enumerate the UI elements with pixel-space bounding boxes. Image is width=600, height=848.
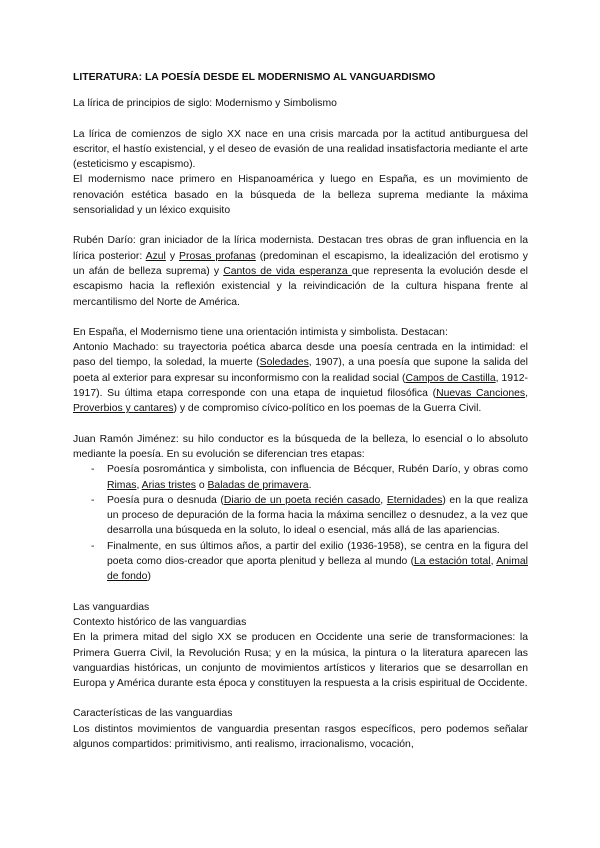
spain-intro: En España, el Modernismo tiene una orientación intimista y simbolista. Destacan: [73, 326, 448, 338]
work-title-link[interactable]: Rimas [107, 479, 137, 491]
jimenez-intro: Juan Ramón Jiménez: su hilo conductor es la búsqueda de la belleza, lo esencial o lo absoluto mediante la poesía. En su evolución se diferencian tres etapas: [73, 433, 528, 460]
list-item: - Poesía pura o desnuda (Diario de un poeta recién casado, Eternidades) en la que realiza un proceso de depuración de la forma hacia la máxima sencillez o desnudez, a la vez que desarrolla una búsqueda en la soluto, lo ideal o esencial, más allá de las apariencias. [91, 494, 529, 537]
work-title-link[interactable]: Diario de un poeta recién casado [223, 494, 381, 506]
list-item: - Finalmente, en sus últimos años, a partir del exilio (1936-1958), se centra en la figura del poeta como dios-creador que aporta plenitud y belleza al mundo (La estación total, Animal de fondo) [91, 540, 528, 583]
machado-paragraph: Antonio Machado: su trayectoria poética abarca desde una poesía centrada en la intimidad: el paso del tiempo, la soledad, la muerte (Soledades, 1907), a una poesía que supone la salida del poeta al exterior para expresar su inconformismo con la realidad social (Campos de Castilla, 1912-1917). Su última etapa corresponde con una etapa de inquietud filosófica (Nuevas Canciones, Proverbios y cantares) y de compromiso cívico-político en los poemas de la Guerra Civil. [73, 342, 528, 415]
section-subtitle: La lírica de principios de siglo: Modernismo y Simbolismo [73, 98, 337, 110]
work-title-link[interactable]: Proverbios y cantares [73, 403, 174, 415]
context-heading: Contexto histórico de las vanguardias [73, 616, 247, 628]
dario-paragraph: Rubén Darío: gran iniciador de la lírica modernista. Destacan tres obras de gran influencia en la lírica posterior: Azul y Prosas profanas (predominan el escapismo, la idealización del erotismo y un afán de belleza suprema) y Cantos de vida esperanza que representa la evolución desde el escapismo hacia la reflexión existencial y la reivindicación de la cultura hispana frente al mercantilismo del Norte de América. [73, 235, 528, 308]
work-title-link[interactable]: Baladas de primavera [207, 479, 309, 491]
jimenez-stages-list [73, 462, 528, 584]
page-title: LITERATURA: LA POESÍA DESDE EL MODERNISMO AL VANGUARDISMO [73, 72, 436, 83]
work-title-link[interactable]: Eternidades [386, 494, 443, 506]
work-title-link[interactable]: La estación total [414, 556, 491, 568]
context-paragraph: En la primera mitad del siglo XX se producen en Occidente una serie de transformaciones: la Primera Guerra Civil, la Revolución Rusa; y en la música, la pintura o la literatura aparecen las vanguardias históricas, un conjunto de movimientos artísticos y literarios que se desarrollan en Europa y América durante esta época y constituyen la respuesta a la crisis espiritual de Occidente. [73, 632, 528, 690]
work-title-link[interactable]: Prosas profanas [179, 250, 256, 262]
work-title-link[interactable]: Cantos de vida esperanza [223, 265, 352, 277]
work-title-link[interactable]: Animal de fondo [107, 556, 528, 583]
work-title-link[interactable]: Soledades [259, 357, 309, 369]
work-title-link[interactable]: Nuevas Canciones [436, 388, 526, 400]
work-title-link[interactable]: Azul [145, 250, 166, 262]
features-paragraph: Los distintos movimientos de vanguardia presentan rasgos específicos, pero podemos señalar algunos compartidos: primitivismo, anti realismo, irracionalismo, vocación, [73, 723, 528, 750]
vanguardias-heading: Las vanguardias [73, 601, 150, 613]
work-title-link[interactable]: Arias tristes [141, 479, 196, 491]
intro-paragraph-1: La lírica de comienzos de siglo XX nace en una crisis marcada por la actitud antiburguesa del escritor, el hastío existencial, y el deseo de evasión de una realidad insatisfactoria mediante el arte (esteticismo y escapismo). [73, 128, 528, 171]
work-title-link[interactable]: Campos de Castilla [405, 372, 496, 384]
features-heading: Características de las vanguardias [73, 708, 233, 720]
intro-paragraph-2: El modernismo nace primero en Hispanoamérica y luego en España, es un movimiento de renovación estética basado en la búsqueda de la belleza suprema mediante la máxima sensorialidad y un léxico exquisito [73, 174, 528, 217]
list-item: - Poesía posromántica y simbolista, con influencia de Bécquer, Rubén Darío, y obras como Rimas, Arias tristes o Baladas de primavera. [91, 464, 528, 491]
